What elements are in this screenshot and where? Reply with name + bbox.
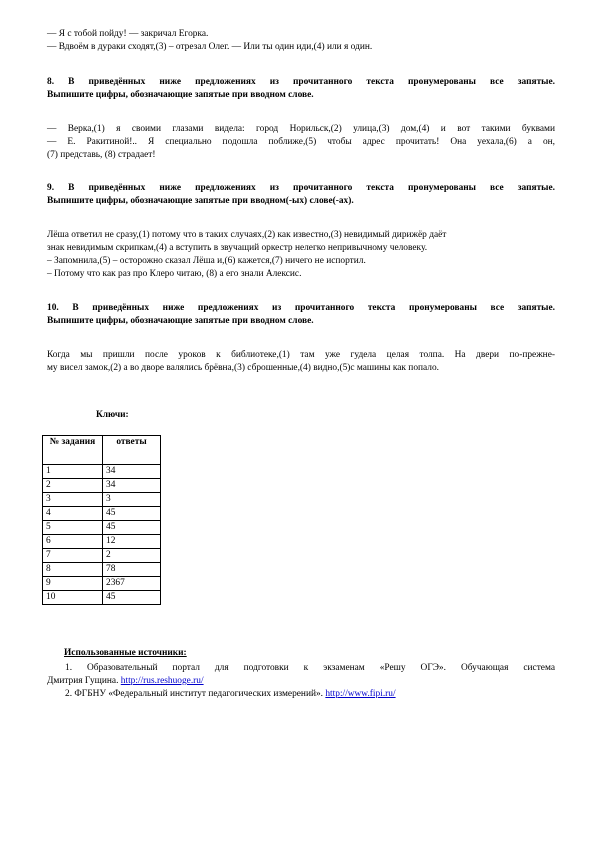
task-10-instruction bbox=[47, 302, 555, 328]
task-instruction-text: Выпишите цифры, обозначающие запятые при вводном(-ых) слове(-ах). bbox=[47, 196, 354, 206]
task-text-line: — Е. Ракитиной!.. Я специально подошла поближе,(5) чтобы адрес прочитать! Она уехала,(6) а он, bbox=[47, 137, 555, 147]
task-instruction-text: В приведённых ниже предложениях из прочитанного текста пронумерованы все запятые. bbox=[68, 77, 556, 87]
task-text-line: знак невидимым скрипкам,(4) а вступить в звучащий оркестр нелегко непривычному человеку. bbox=[47, 243, 428, 253]
answer-cell: 3 bbox=[103, 493, 161, 507]
task-number: 10. bbox=[47, 303, 59, 313]
table-row bbox=[43, 493, 161, 507]
task-number-cell: 3 bbox=[43, 493, 103, 507]
task-instruction-text: В приведённых ниже предложениях из прочитанного текста пронумерованы все запятые. bbox=[68, 183, 556, 193]
answer-cell: 2 bbox=[103, 549, 161, 563]
column-header-number: № задания bbox=[43, 436, 103, 465]
table-row bbox=[43, 535, 161, 549]
answer-cell: 34 bbox=[103, 465, 161, 479]
dialog-line: — Я с тобой пойду! — закричал Егорка. bbox=[47, 29, 209, 39]
task-number-cell: 4 bbox=[43, 507, 103, 521]
table-header-row bbox=[43, 436, 161, 465]
task-text-line: (7) представь, (8) страдает! bbox=[47, 150, 156, 160]
table-row bbox=[43, 465, 161, 479]
keys-title: Ключи: bbox=[96, 410, 129, 420]
task-number-cell: 2 bbox=[43, 479, 103, 493]
task-number-cell: 8 bbox=[43, 563, 103, 577]
answer-cell: 2367 bbox=[103, 577, 161, 591]
task-text-line: — Верка,(1) я своими глазами видела: город Норильск,(2) улица,(3) дом,(4) и вот такими буквами bbox=[47, 124, 555, 134]
task-instruction-text: В приведённых ниже предложениях из прочитанного текста пронумерованы все запятые. bbox=[72, 303, 556, 313]
task-number-cell: 1 bbox=[43, 465, 103, 479]
task-text-line: Когда мы пришли после уроков к библиотеке,(1) там уже гудела целая толпа. На двери по-прежне- bbox=[47, 350, 555, 360]
task-text-line: му висел замок,(2) а во дворе валялись брёвна,(3) сброшенные,(4) видно,(5)с машины как попало. bbox=[47, 363, 439, 373]
task-8-text bbox=[47, 123, 555, 162]
column-header-answers: ответы bbox=[103, 436, 161, 465]
table-row bbox=[43, 591, 161, 605]
task-instruction-text: Выпишите цифры, обозначающие запятые при вводном слове. bbox=[47, 90, 314, 100]
keys-table bbox=[42, 435, 161, 605]
task-8-instruction bbox=[47, 76, 555, 102]
answer-cell: 45 bbox=[103, 521, 161, 535]
table-row bbox=[43, 563, 161, 577]
sources-list bbox=[47, 662, 555, 701]
task-text-line: – Потому что как раз про Клеро читаю, (8) а его знали Алексис. bbox=[47, 269, 302, 279]
source-link-reshuoge[interactable]: http://rus.reshuoge.ru/ bbox=[120, 676, 204, 686]
dialog-line: — Вдвоём в дураки сходят,(3) – отрезал Олег. — Или ты один иди,(4) или я один. bbox=[47, 42, 373, 52]
table-row bbox=[43, 521, 161, 535]
task-text-line: – Запомнила,(5) – осторожно сказал Лёша и,(6) кажется,(7) ничего не испортил. bbox=[47, 256, 366, 266]
task-number: 9. bbox=[47, 183, 55, 193]
task-number-cell: 10 bbox=[43, 591, 103, 605]
answer-cell: 34 bbox=[103, 479, 161, 493]
table-row bbox=[43, 577, 161, 591]
task-number: 8. bbox=[47, 77, 55, 87]
task-number-cell: 7 bbox=[43, 549, 103, 563]
task-text-line: Лёша ответил не сразу,(1) потому что в таких случаях,(2) как известно,(3) невидимый дирижёр даёт bbox=[47, 230, 447, 240]
source-item-1-cont: Дмитрия Гущина. bbox=[47, 676, 121, 686]
answer-cell: 45 bbox=[103, 507, 161, 521]
source-link-fipi[interactable]: http://www.fipi.ru/ bbox=[325, 689, 396, 699]
answer-cell: 78 bbox=[103, 563, 161, 577]
task-9-instruction bbox=[47, 182, 555, 208]
task-number-cell: 5 bbox=[43, 521, 103, 535]
answer-cell: 45 bbox=[103, 591, 161, 605]
task-9-text bbox=[47, 229, 555, 281]
task-number-cell: 6 bbox=[43, 535, 103, 549]
dialog-block bbox=[47, 28, 555, 54]
table-row bbox=[43, 549, 161, 563]
task-number-cell: 9 bbox=[43, 577, 103, 591]
table-row bbox=[43, 479, 161, 493]
table-row bbox=[43, 507, 161, 521]
source-item-2: 2. ФГБНУ «Федеральный институт педагогических измерений». bbox=[65, 689, 326, 699]
sources-title: Использованные источники: bbox=[64, 648, 187, 658]
source-item-1: 1. Образовательный портал для подготовки к экзаменам «Решу ОГЭ». Обучающая система bbox=[65, 663, 555, 673]
answer-cell: 12 bbox=[103, 535, 161, 549]
task-instruction-text: Выпишите цифры, обозначающие запятые при вводном слове. bbox=[47, 316, 314, 326]
task-10-text bbox=[47, 349, 555, 375]
